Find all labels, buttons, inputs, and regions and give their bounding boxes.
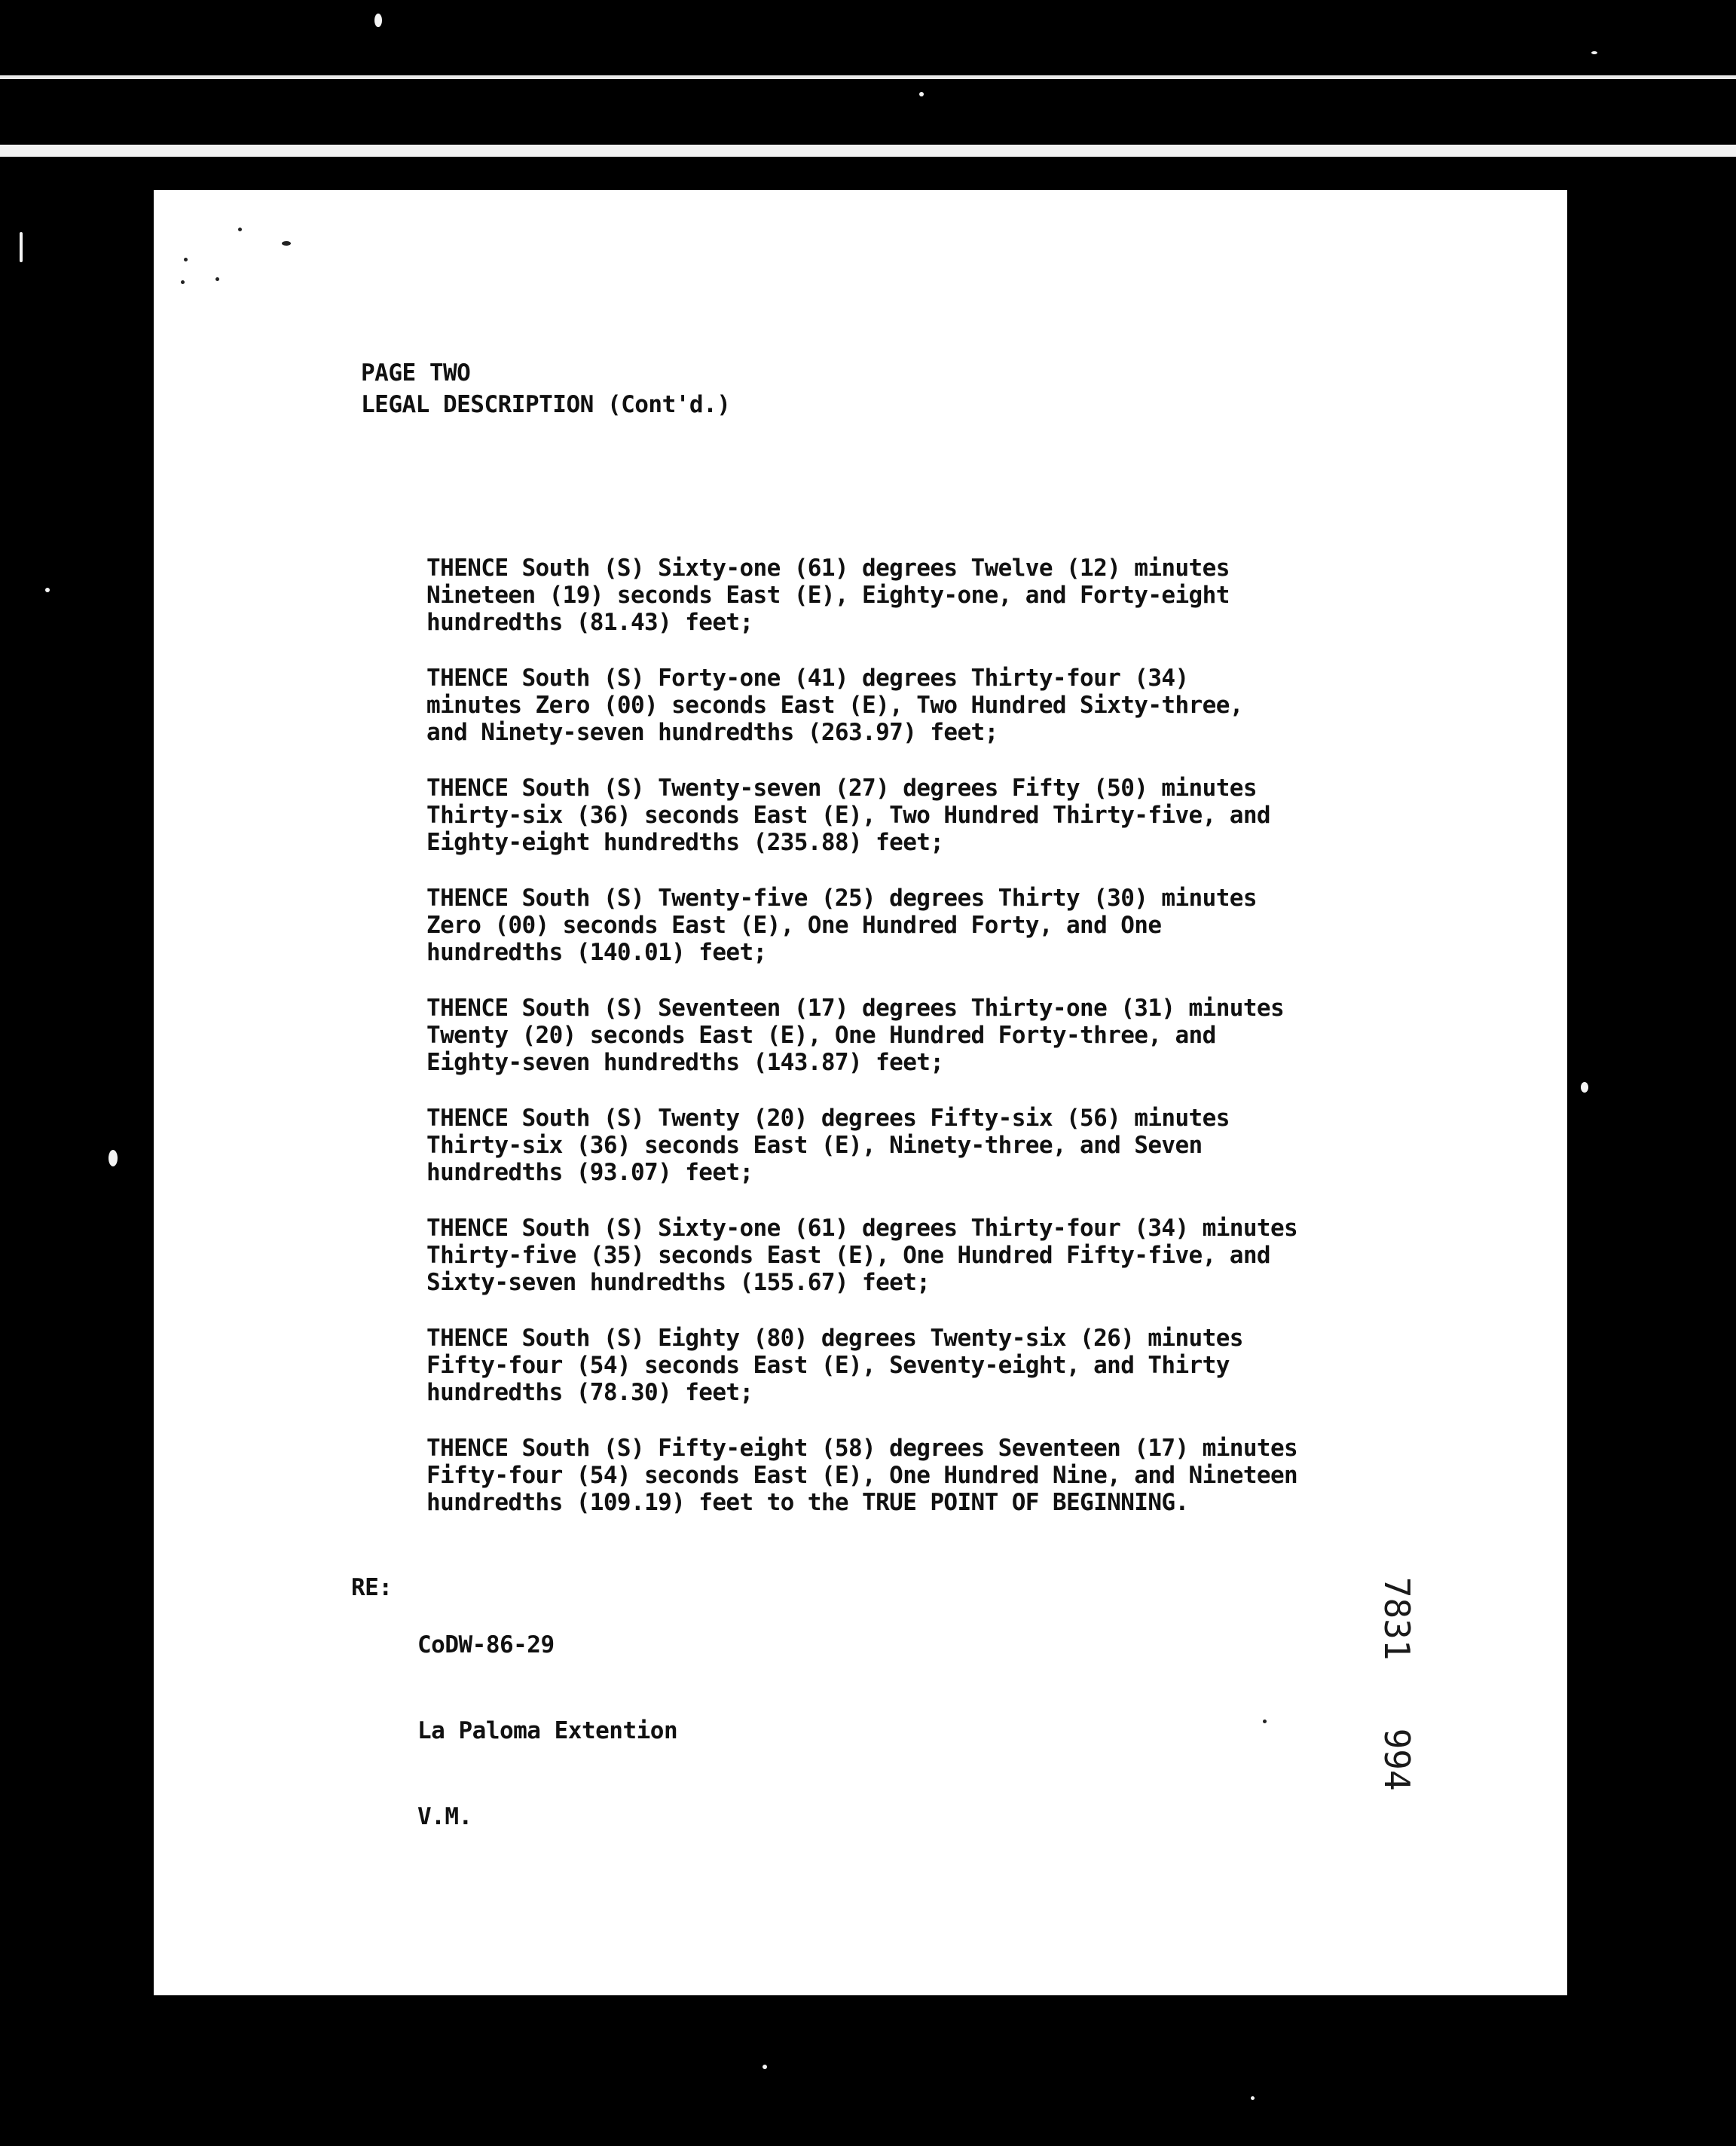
course-paragraph (426, 665, 1444, 746)
scan-speck (374, 14, 382, 27)
course-paragraph (426, 1215, 1444, 1296)
paragraph-line: hundredths (109.19) feet to the TRUE POINT OF BEGINNING. (426, 1489, 1189, 1516)
scan-speck (1251, 2096, 1255, 2100)
paragraph-line: minutes Zero (00) seconds East (E), Two Hundred Sixty-three, (426, 692, 1243, 719)
paragraph-line: Fifty-four (54) seconds East (E), One Hundred Nine, and Nineteen (426, 1462, 1298, 1489)
paragraph-line: Thirty-six (36) seconds East (E), Ninety-three, and Seven (426, 1132, 1203, 1159)
paragraph-line: hundredths (140.01) feet; (426, 939, 767, 966)
paragraph-line: hundredths (78.30) feet; (426, 1379, 753, 1406)
paragraph-line: and Ninety-seven hundredths (263.97) feet; (426, 719, 998, 746)
section-title: LEGAL DESCRIPTION (Cont'd.) (361, 391, 731, 418)
page-speck (215, 277, 219, 281)
page-speck (282, 241, 291, 246)
scan-speck (1591, 51, 1597, 54)
stamp-page-number: 994 (1377, 1728, 1417, 1791)
page-speck (181, 280, 185, 284)
course-paragraph (426, 885, 1444, 966)
paragraph-line: Fifty-four (54) seconds East (E), Seventy-eight, and Thirty (426, 1352, 1230, 1379)
paragraph-line: Twenty (20) seconds East (E), One Hundred Forty-three, and (426, 1022, 1216, 1049)
course-paragraph (426, 1435, 1444, 1516)
reference-line: CoDW-86-29 (417, 1631, 555, 1658)
page-speck (1263, 1720, 1267, 1723)
paragraph-line: hundredths (81.43) feet; (426, 609, 753, 636)
paragraph-line: Sixty-seven hundredths (155.67) feet; (426, 1269, 931, 1296)
page-label: PAGE TWO (361, 359, 471, 387)
paragraph-line: Eighty-seven hundredths (143.87) feet; (426, 1049, 944, 1076)
scan-border-band (0, 145, 1736, 157)
reference-label: RE: (351, 1574, 393, 1601)
scan-speck (1581, 1082, 1588, 1093)
scan-border-line (0, 75, 1736, 79)
paragraph-line: THENCE South (S) Seventeen (17) degrees Thirty-one (31) minutes (426, 995, 1285, 1022)
paragraph-line: Eighty-eight hundredths (235.88) feet; (426, 829, 944, 856)
paragraph-line: hundredths (93.07) feet; (426, 1159, 753, 1186)
course-paragraph (426, 1105, 1444, 1186)
reference-line: V.M. (417, 1803, 472, 1830)
paragraph-line: Thirty-six (36) seconds East (E), Two Hundred Thirty-five, and (426, 802, 1270, 829)
page-speck (184, 258, 188, 261)
stamp-book-number: 7831 (1377, 1576, 1417, 1661)
reference-lines (417, 1573, 677, 1888)
course-paragraph (426, 1325, 1444, 1406)
paragraph-line: THENCE South (S) Forty-one (41) degrees Thirty-four (34) (426, 665, 1189, 692)
paragraph-line: THENCE South (S) Sixty-one (61) degrees Twelve (12) minutes (426, 555, 1230, 582)
paragraph-line: THENCE South (S) Sixty-one (61) degrees Thirty-four (34) minutes (426, 1215, 1298, 1242)
paragraph-line: Nineteen (19) seconds East (E), Eighty-one, and Forty-eight (426, 582, 1230, 609)
page-header (361, 357, 730, 420)
course-paragraph (426, 775, 1444, 856)
recording-stamp (1377, 1493, 1465, 1791)
paragraph-line: THENCE South (S) Eighty (80) degrees Twenty-six (26) minutes (426, 1325, 1243, 1352)
paragraph-line: THENCE South (S) Twenty-five (25) degrees Thirty (30) minutes (426, 885, 1257, 912)
scan-speck (45, 588, 50, 592)
page-speck (238, 228, 242, 231)
paragraph-line: Zero (00) seconds East (E), One Hundred Forty, and One (426, 912, 1162, 939)
legal-description-body (426, 555, 1444, 1545)
paragraph-line: THENCE South (S) Fifty-eight (58) degrees Seventeen (17) minutes (426, 1435, 1298, 1462)
scan-speck (108, 1150, 118, 1166)
paragraph-line: THENCE South (S) Twenty (20) degrees Fifty-six (56) minutes (426, 1105, 1230, 1132)
course-paragraph (426, 555, 1444, 636)
course-paragraph (426, 995, 1444, 1076)
paragraph-line: THENCE South (S) Twenty-seven (27) degrees Fifty (50) minutes (426, 775, 1257, 802)
scan-speck (20, 232, 23, 262)
scan-speck (919, 92, 924, 96)
scan-speck (763, 2065, 767, 2069)
reference-line: La Paloma Extention (417, 1717, 678, 1744)
document-page (154, 190, 1567, 1995)
paragraph-line: Thirty-five (35) seconds East (E), One Hundred Fifty-five, and (426, 1242, 1270, 1269)
